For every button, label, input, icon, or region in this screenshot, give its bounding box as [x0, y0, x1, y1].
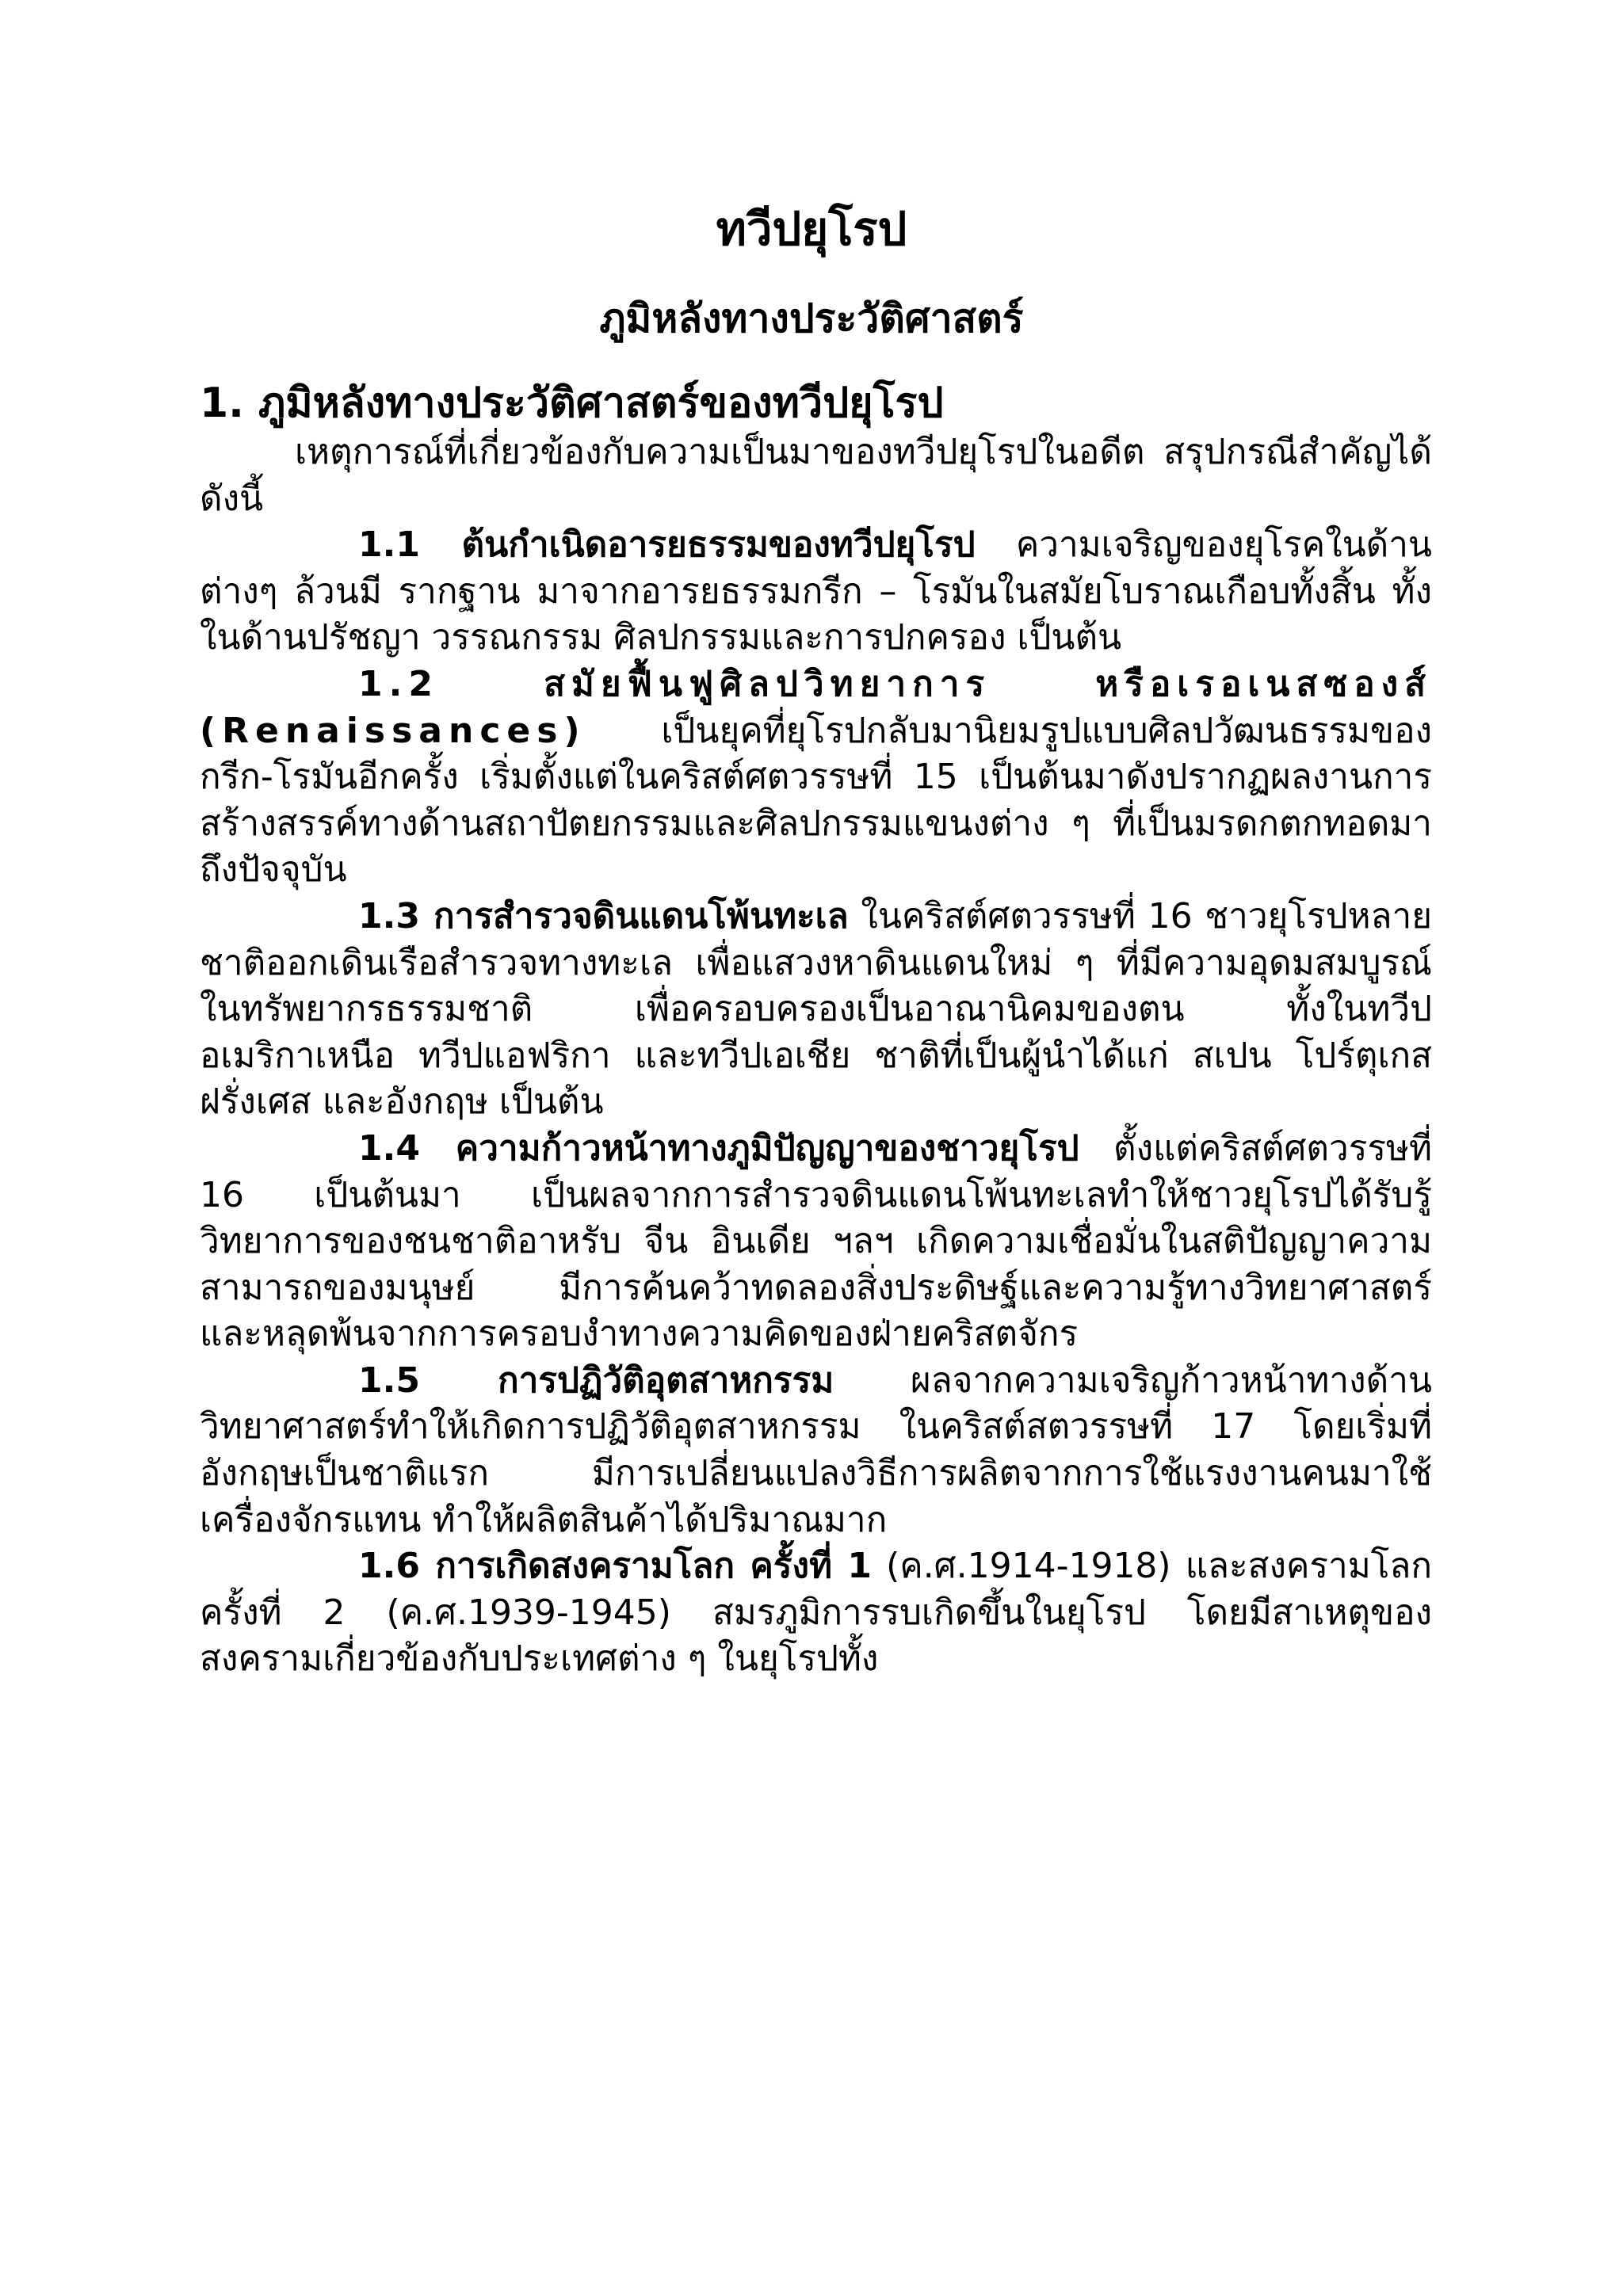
item-heading: 1.5 การปฏิวัติอุตสาหกรรม [358, 1360, 834, 1401]
item-heading: 1.4 ความก้าวหน้าทางภูมิปัญญาของชาวยุโรป [358, 1127, 1079, 1169]
item-heading: 1.6 การเกิดสงครามโลก ครั้งที่ 1 [358, 1546, 872, 1587]
item-body: ผลจากความเจริญก้าวหน้าทางด้านวิทยาศาสตร์ทำให้เกิดการปฏิวัติอุตสาหกรรม ในคริสต์สตวรรษที่ 17 โดยเริ่มที่อังกฤษเป็นชาติแรก มีการเปลี่ยนแปลงวิธีการผลิตจากการใช้แรงงานคนมาใช้เครื่องจักรแทน ทำให้ผลิตสินค้าได้ปริมาณมาก [200, 1360, 1432, 1540]
item-body: ในคริสต์ศตวรรษที่ 16 ชาวยุโรปหลายชาติออกเดินเรือสำรวจทางทะเล เพื่อแสวงหาดินแดนใหม่ ๆ ที่มีความอุดมสมบูรณ์ในทรัพยากรธรรมชาติ เพื่อครอบครองเป็นอาณานิคมของตน ทั้งในทวีปอเมริกาเหนือ ทวีปแอฟริกา และทวีปเอเชีย ชาติที่เป็นผู้นำได้แก่ สเปน โปร์ตุเกส ฝรั่งเศส และอังกฤษ เป็นต้น [200, 895, 1432, 1123]
item-body: ความเจริญของยุโรคในด้านต่างๆ ล้วนมี รากฐาน มาจากอารยธรรมกรีก – โรมันในสมัยโบราณเกือบทั้งสิ้น ทั้งในด้านปรัชญา วรรณกรรม ศิลปกรรมและการปกครอง เป็นต้น [200, 524, 1432, 658]
item-heading: 1.3 การสำรวจดินแดนโพ้นทะเล [358, 895, 849, 936]
item-paragraph-1-3 [200, 894, 1432, 1126]
intro-paragraph: เหตุการณ์ที่เกี่ยวข้องกับความเป็นมาของทวีปยุโรปในอดีต สรุปกรณีสำคัญได้ ดังนี้ [200, 432, 1432, 519]
item-heading: 1.2 สมัยฟื้นฟูศิลปวิทยาการ หรือเรอเนสซองส์ (Renaissances) [200, 663, 1432, 751]
document-body [200, 377, 1432, 1683]
item-heading: 1.1 ต้นกำเนิดอารยธรรมของทวีปยุโรป [358, 524, 976, 566]
item-body: ตั้งแต่คริสต์ศตวรรษที่ 16 เป็นต้นมา เป็นผลจากการสำรวจดินแดนโพ้นทะเลทำให้ชาวยุโรปได้รับรู้วิทยาการของชนชาติอาหรับ จีน อินเดีย ฯลฯ เกิดความเชื่อมั่นในสติปัญญาความสามารถของมนุษย์ มีการค้นคว้าทดลองสิ่งประดิษฐ์และความรู้ทางวิทยาศาสตร์ และหลุดพ้นจากการครอบงำทางความคิดของฝ่ายคริสตจักร [200, 1127, 1432, 1355]
section-heading: 1. ภูมิหลังทางประวัติศาสตร์ของทวีปยุโรป [200, 379, 944, 427]
item-paragraph-1-4 [200, 1126, 1432, 1358]
item-body: (ค.ศ.1914-1918) และสงครามโลก ครั้งที่ 2 (ค.ศ.1939-1945) สมรภูมิการรบเกิดขึ้นในยุโรป โดยมีสาเหตุของสงครามเกี่ยวข้องกับประเทศต่าง ๆ ในยุโรปทั้ง [200, 1546, 1432, 1680]
item-body: เป็นยุคที่ยุโรปกลับมานิยมรูปแบบศิลปวัฒนธรรมของกรีก-โรมันอีกครั้ง เริ่มตั้งแต่ในคริสต์ศตวรรษที่ 15 เป็นต้นมาดังปรากฏผลงานการสร้างสรรค์ทางด้านสถาปัตยกรรมและศิลปกรรมแขนงต่าง ๆ ที่เป็นมรดกตกทอดมาถึงปัจจุบัน [200, 710, 1432, 891]
item-paragraph-1-1 [200, 522, 1432, 662]
page-subtitle: ภูมิหลังทางประวัติศาสตร์ [599, 296, 1024, 341]
item-paragraph-1-2 [200, 662, 1432, 894]
item-paragraph-1-6 [200, 1543, 1432, 1683]
item-paragraph-1-5 [200, 1358, 1432, 1543]
page-title: ทวีปยุโรป [716, 202, 907, 256]
